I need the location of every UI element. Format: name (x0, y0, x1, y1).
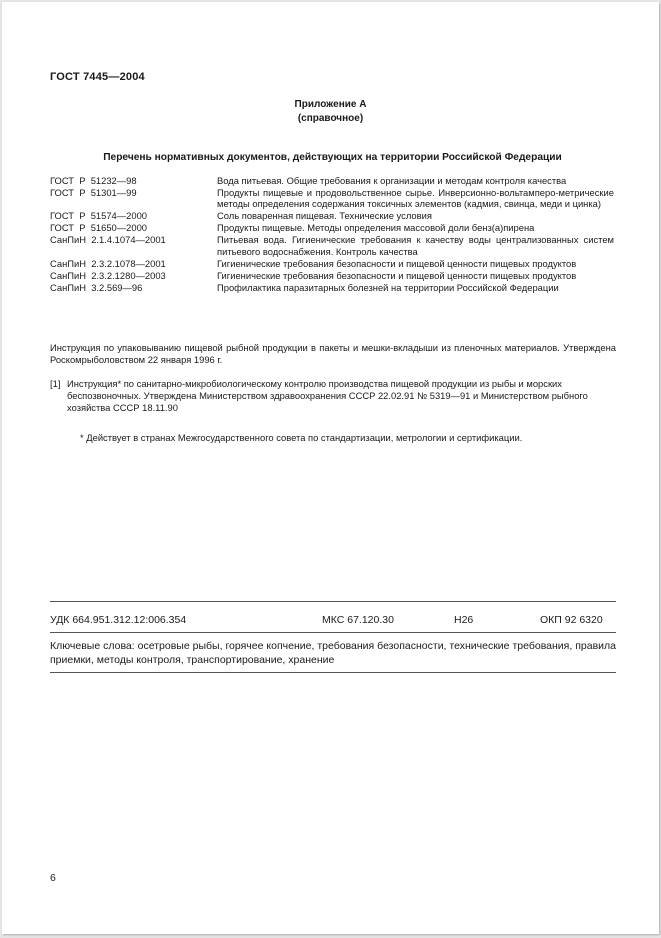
reference-description: Питьевая вода. Гигиенические требования к качеству воды централизованных систем питьевого водоснабжения. Контроль качества (217, 234, 614, 257)
reference-row (50, 258, 614, 269)
reference-code: СанПиН 3.2.569—96 (50, 281, 143, 293)
mks-code: МКС 67.120.30 (322, 614, 394, 626)
reference-code: СанПиН 2.1.4.1074—2001 (50, 234, 166, 246)
reference-row (50, 187, 614, 210)
reference-row (50, 222, 614, 233)
appendix-title: Приложение А (294, 99, 367, 110)
appendix-subtitle: (справочное) (297, 113, 364, 124)
reference-description: Профилактика паразитарных болезней на территории Российской Федерации (217, 281, 559, 293)
footnote: * Действует в странах Межгосударственного совета по стандартизации, метрологии и сертификации. (80, 432, 523, 443)
bibliography-text: Инструкция* по санитарно-микробиологическому контролю производства пищевой продукции из рыбы и морских беспозвоночных. Утверждена Министерством здравоохранения СССР 22.02.91 № 5319—91 и Министерством рыбного хозяйства СССР 18.11.90 (67, 378, 588, 413)
divider-top (50, 601, 616, 602)
reference-description: Вода питьевая. Общие требования к организации и методам контроля качества (217, 175, 567, 186)
reference-description: Продукты пищевые и продовольственное сырье. Инверсионно-вольтамперо-метрические методы определения содержания токсичных элементов (кадмия, свинца, меди и цинка) (217, 187, 614, 210)
bibliography-entry (50, 378, 616, 414)
reference-row (50, 210, 614, 221)
udk-code: УДК 664.951.312.12:006.354 (50, 614, 187, 626)
document-page (2, 2, 659, 934)
n-code: Н26 (454, 614, 474, 626)
reference-description: Соль поваренная пищевая. Технические условия (217, 210, 432, 222)
reference-code: СанПиН 2.3.2.1280—2003 (50, 269, 166, 281)
reference-list-title: Перечень нормативных документов, действующих на территории Российской Федерации (103, 152, 562, 163)
instruction-paragraph: Инструкция по упаковыванию пищевой рыбной продукции в пакеты и мешки-вкладыши из пленочных материалов. Утверждена Роскомрыболовством 22 января 1996 г. (50, 342, 616, 365)
document-header: ГОСТ 7445—2004 (50, 71, 145, 83)
keywords-paragraph: Ключевые слова: осетровые рыбы, горячее копчение, требования безопасности, технические требования, правила приемки, методы контроля, транспортирование, хранение (50, 640, 616, 666)
reference-code: ГОСТ Р 51574—2000 (50, 210, 147, 222)
bibliography-number: [1] (50, 378, 61, 389)
reference-row (50, 282, 614, 293)
divider-bottom (50, 672, 616, 673)
reference-row (50, 234, 614, 257)
appendix-heading (2, 98, 659, 126)
reference-row (50, 175, 614, 186)
reference-code: ГОСТ Р 51301—99 (50, 187, 137, 198)
reference-row (50, 270, 614, 281)
reference-description: Продукты пищевые. Методы определения массовой доли бенз(а)пирена (217, 222, 535, 234)
classification-codes (50, 614, 616, 628)
reference-code: ГОСТ Р 51650—2000 (50, 222, 147, 234)
reference-code: ГОСТ Р 51232—98 (50, 175, 137, 186)
reference-description: Гигиенические требования безопасности и пищевой ценности пищевых продуктов (217, 257, 577, 269)
divider-middle (50, 632, 616, 633)
reference-code: СанПиН 2.3.2.1078—2001 (50, 257, 166, 269)
page-number: 6 (50, 872, 56, 884)
reference-description: Гигиенические требования безопасности и пищевой ценности пищевых продуктов (217, 269, 577, 281)
okp-code: ОКП 92 6320 (540, 614, 603, 626)
reference-list (50, 175, 614, 293)
